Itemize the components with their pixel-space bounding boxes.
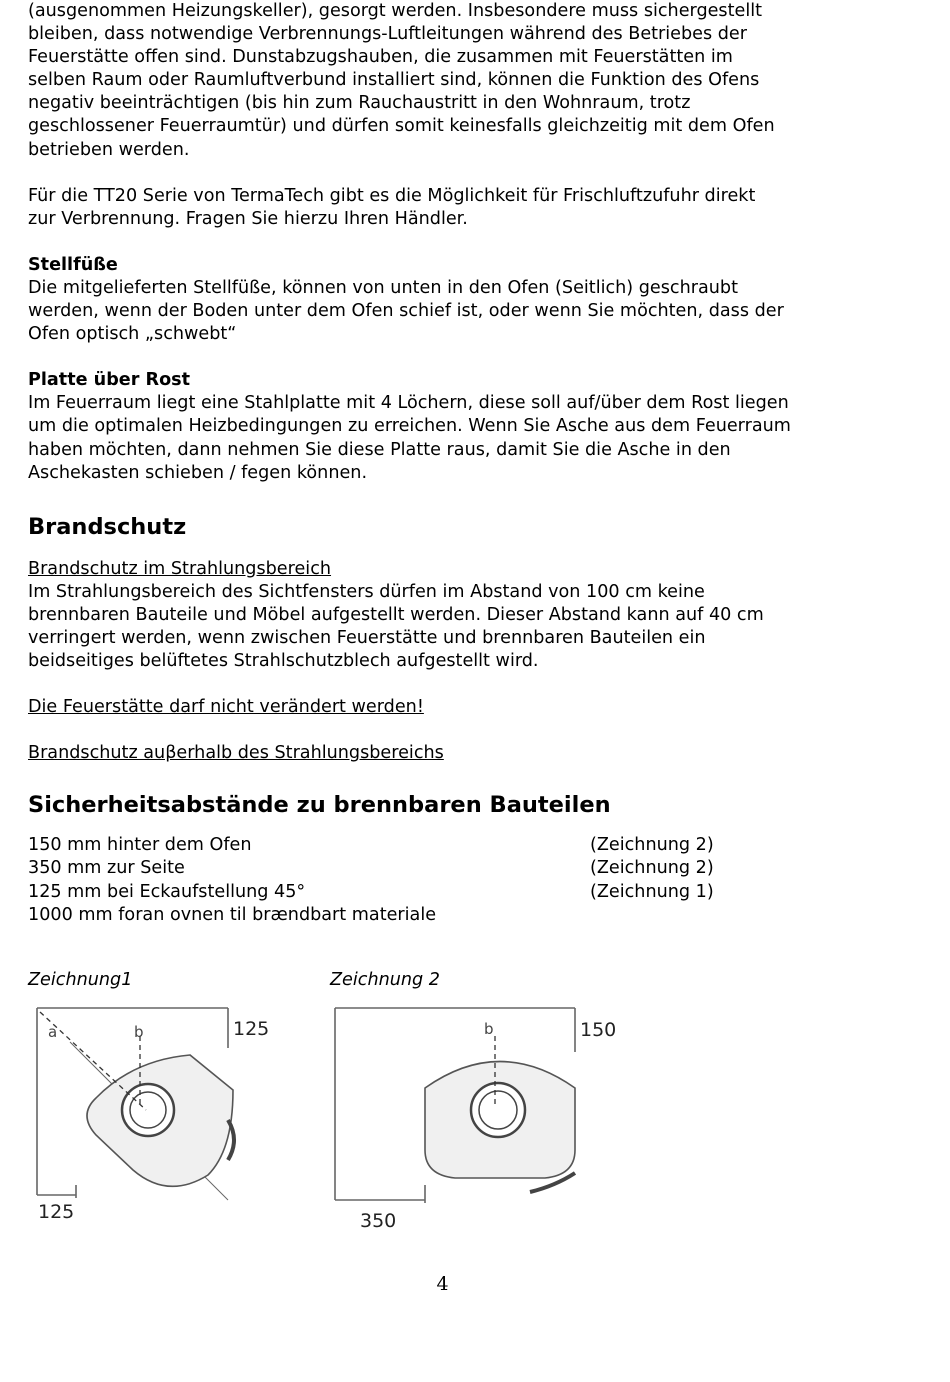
subheading-ausserhalb: Brandschutz auβerhalb des Strahlungsbereichs xyxy=(28,743,444,764)
label-b: b xyxy=(484,1020,494,1038)
dimension-125-bottom: 125 xyxy=(38,1201,75,1223)
heading-abstaende: Sicherheitsabstände zu brennbaren Bauteilen xyxy=(28,792,611,819)
distance-row: 350 mm zur Seite (Zeichnung 2) xyxy=(28,858,714,879)
distance-row: 1000 mm foran ovnen til brændbart materiale xyxy=(28,904,437,925)
drawing-wall-installation xyxy=(330,1000,630,1238)
heading-brandschutz: Brandschutz xyxy=(28,513,187,540)
dimension-150: 150 xyxy=(580,1019,617,1041)
paragraph-strahlungsbereich: Im Strahlungsbereich des Sichtfensters dürfen im Abstand von 100 cm keine brennbaren Bauteile und Möbel aufgestellt werden. Dieser Abstand kann auf 40 cm verringert werden, wenn zwischen Feuerstätte und brennbaren Bauteilen ein beidseitiges belüftetes Strahlschutzblech aufgestellt wird. xyxy=(28,581,764,672)
distance-row: 150 mm hinter dem Ofen (Zeichnung 2) xyxy=(28,835,714,856)
paragraph-fresh-air: Für die TT20 Serie von TermaTech gibt es die Möglichkeit für Frischluftzufuhr direkt zur Verbrennung. Fragen Sie hierzu Ihren Händler. xyxy=(28,185,756,229)
label-b: b xyxy=(134,1023,144,1041)
subheading-strahlungsbereich: Brandschutz im Strahlungsbereich xyxy=(28,558,332,579)
dimension-125-top: 125 xyxy=(233,1018,270,1040)
paragraph-platte: Im Feuerraum liegt eine Stahlplatte mit 4 Löchern, diese soll auf/über dem Rost liegen um die optimalen Heizbedingungen zu erreichen. Wenn Sie Asche aus dem Feuerraum haben möchten, dann nehmen Sie diese Platte raus, damit Sie die Asche in den Aschekasten schieben / fegen können. xyxy=(28,393,791,483)
caption-zeichnung1: Zeichnung1 xyxy=(28,970,133,990)
label-a: a xyxy=(48,1023,58,1041)
distance-list xyxy=(28,834,928,926)
drawing-corner-installation xyxy=(28,1000,298,1230)
distance-row: 125 mm bei Eckaufstellung 45° (Zeichnung 1) xyxy=(28,881,714,902)
page-number: 4 xyxy=(436,1273,449,1295)
warning-text: Die Feuerstätte darf nicht verändert werden! xyxy=(28,697,424,718)
dimension-350: 350 xyxy=(360,1210,397,1232)
paragraph-stellfuesse: Die mitgelieferten Stellfüße, können von unten in den Ofen (Seitlich) geschraubt werden, wenn der Boden unter dem Ofen schief ist, oder wenn Sie möchten, dass der Ofen optisch „schwebt“ xyxy=(28,277,784,345)
heading-platte: Platte über Rost xyxy=(28,370,191,391)
heading-stellfuesse: Stellfüße xyxy=(28,254,118,275)
document-page xyxy=(28,0,928,927)
caption-zeichnung2: Zeichnung 2 xyxy=(330,970,440,990)
paragraph-ventilation: (ausgenommen Heizungskeller), gesorgt werden. Insbesondere muss sichergestellt bleiben, dass notwendige Verbrennungs-Luftleitungen während des Betriebes der Feuerstätte offen sind. Dunstabzugshauben, die zusammen mit Feuerstätten im selben Raum oder Raumluftverbund installiert sind, können die Funktion des Ofens negativ beeinträchtigen (bis hin zum Rauchaustritt in den Wohnraum, trotz geschlossener Feuerraumtür) und dürfen somit keinesfalls gleichzeitig mit dem Ofen betrieben werden. xyxy=(28,1,775,160)
